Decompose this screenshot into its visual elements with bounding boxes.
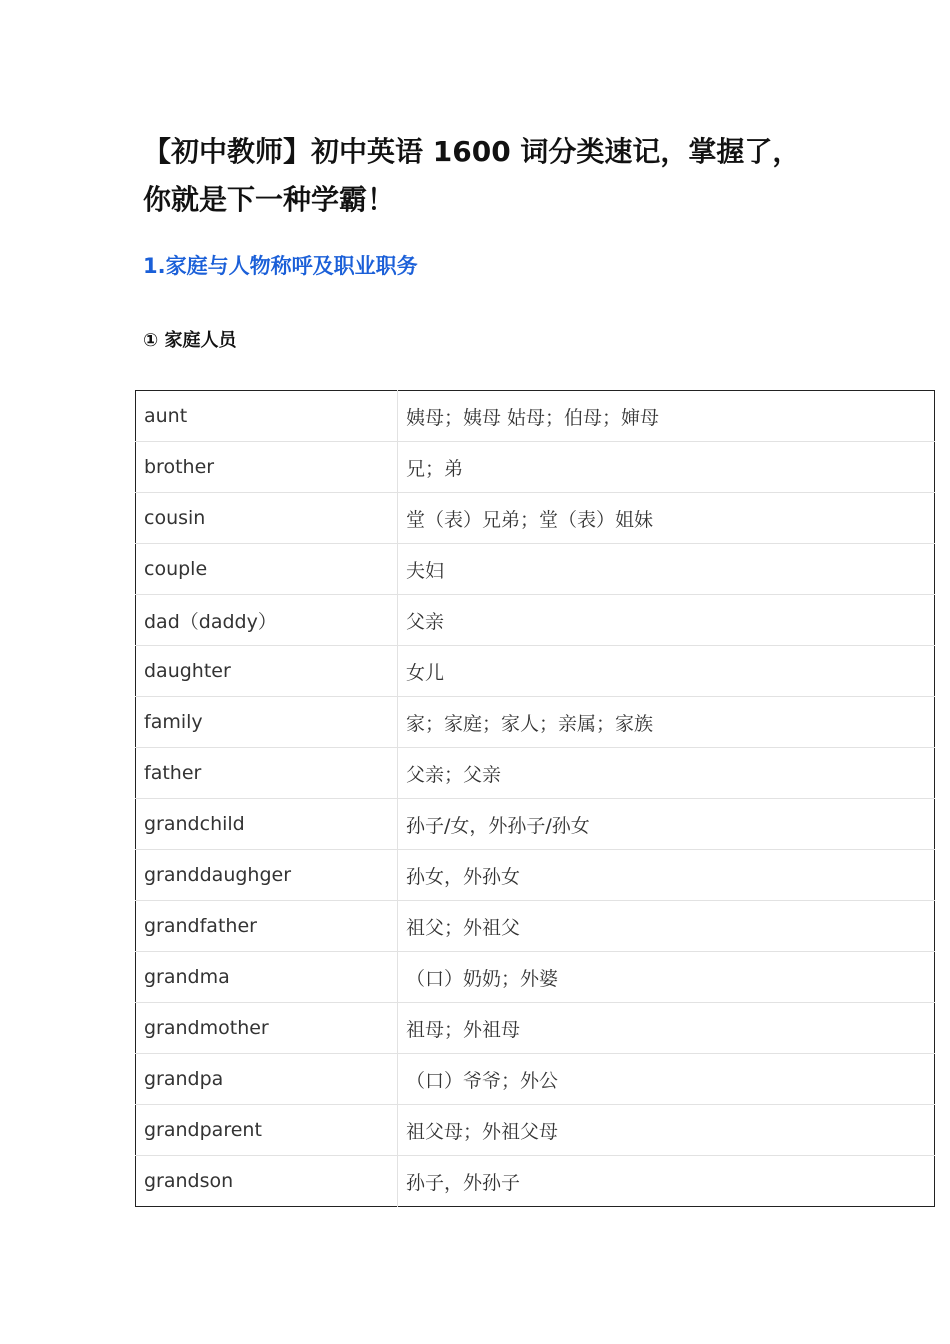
vocabulary-table: [135, 390, 935, 1207]
table-row: [136, 1156, 935, 1207]
section-heading: 1.家庭与人物称呼及职业职务: [143, 254, 418, 278]
table-row: [136, 1003, 935, 1054]
document-title-line-1: 【初中教师】初中英语 1600 词分类速记，掌握了，: [143, 135, 801, 168]
meaning-cell: （口）爷爷；外公: [398, 1054, 935, 1105]
word-cell: brother: [136, 442, 398, 493]
table-row: [136, 748, 935, 799]
word-cell: grandfather: [136, 901, 398, 952]
document-title-line-2: 你就是下一种学霸！: [143, 183, 396, 216]
meaning-cell: 祖父；外祖父: [398, 901, 935, 952]
word-cell: cousin: [136, 493, 398, 544]
meaning-cell: 兄；弟: [398, 442, 935, 493]
table-row: [136, 493, 935, 544]
table-row: [136, 442, 935, 493]
table-row: [136, 391, 935, 442]
word-cell: grandson: [136, 1156, 398, 1207]
meaning-cell: 父亲: [398, 595, 935, 646]
meaning-cell: 堂（表）兄弟；堂（表）姐妹: [398, 493, 935, 544]
word-cell: aunt: [136, 391, 398, 442]
meaning-cell: 女儿: [398, 646, 935, 697]
word-cell: grandchild: [136, 799, 398, 850]
table-row: [136, 799, 935, 850]
word-cell: couple: [136, 544, 398, 595]
meaning-cell: 孙子，外孙子: [406, 1171, 521, 1194]
word-cell: granddaughger: [136, 850, 398, 901]
table-row: [136, 1105, 935, 1156]
table-row: [136, 595, 935, 646]
subsection-heading: ① 家庭人员: [143, 330, 237, 351]
meaning-cell: 夫妇: [398, 544, 935, 595]
word-cell: daughter: [136, 646, 398, 697]
word-cell: family: [136, 697, 398, 748]
word-cell: father: [136, 748, 398, 799]
table-row: [136, 901, 935, 952]
meaning-cell: （口）奶奶；外婆: [398, 952, 935, 1003]
word-cell: grandpa: [136, 1054, 398, 1105]
table-row: [136, 850, 935, 901]
table-row: [136, 544, 935, 595]
table-row: [136, 1054, 935, 1105]
meaning-cell: 姨母；姨母 姑母；伯母；婶母: [398, 391, 935, 442]
document-title: [143, 128, 843, 224]
meaning-cell: 家；家庭；家人；亲属；家族: [398, 697, 935, 748]
word-cell: grandma: [136, 952, 398, 1003]
table-row: [136, 697, 935, 748]
word-cell: grandmother: [136, 1003, 398, 1054]
meaning-cell: 孙子/女，外孙子/孙女: [398, 799, 935, 850]
word-cell: grandparent: [136, 1105, 398, 1156]
meaning-cell: 父亲；父亲: [398, 748, 935, 799]
meaning-cell: 孙女，外孙女: [398, 850, 935, 901]
table-row: [136, 952, 935, 1003]
meaning-cell: 祖父母；外祖父母: [398, 1105, 935, 1156]
word-cell: dad（daddy）: [136, 595, 398, 646]
table-row: [136, 646, 935, 697]
meaning-cell: 祖母；外祖母: [398, 1003, 935, 1054]
